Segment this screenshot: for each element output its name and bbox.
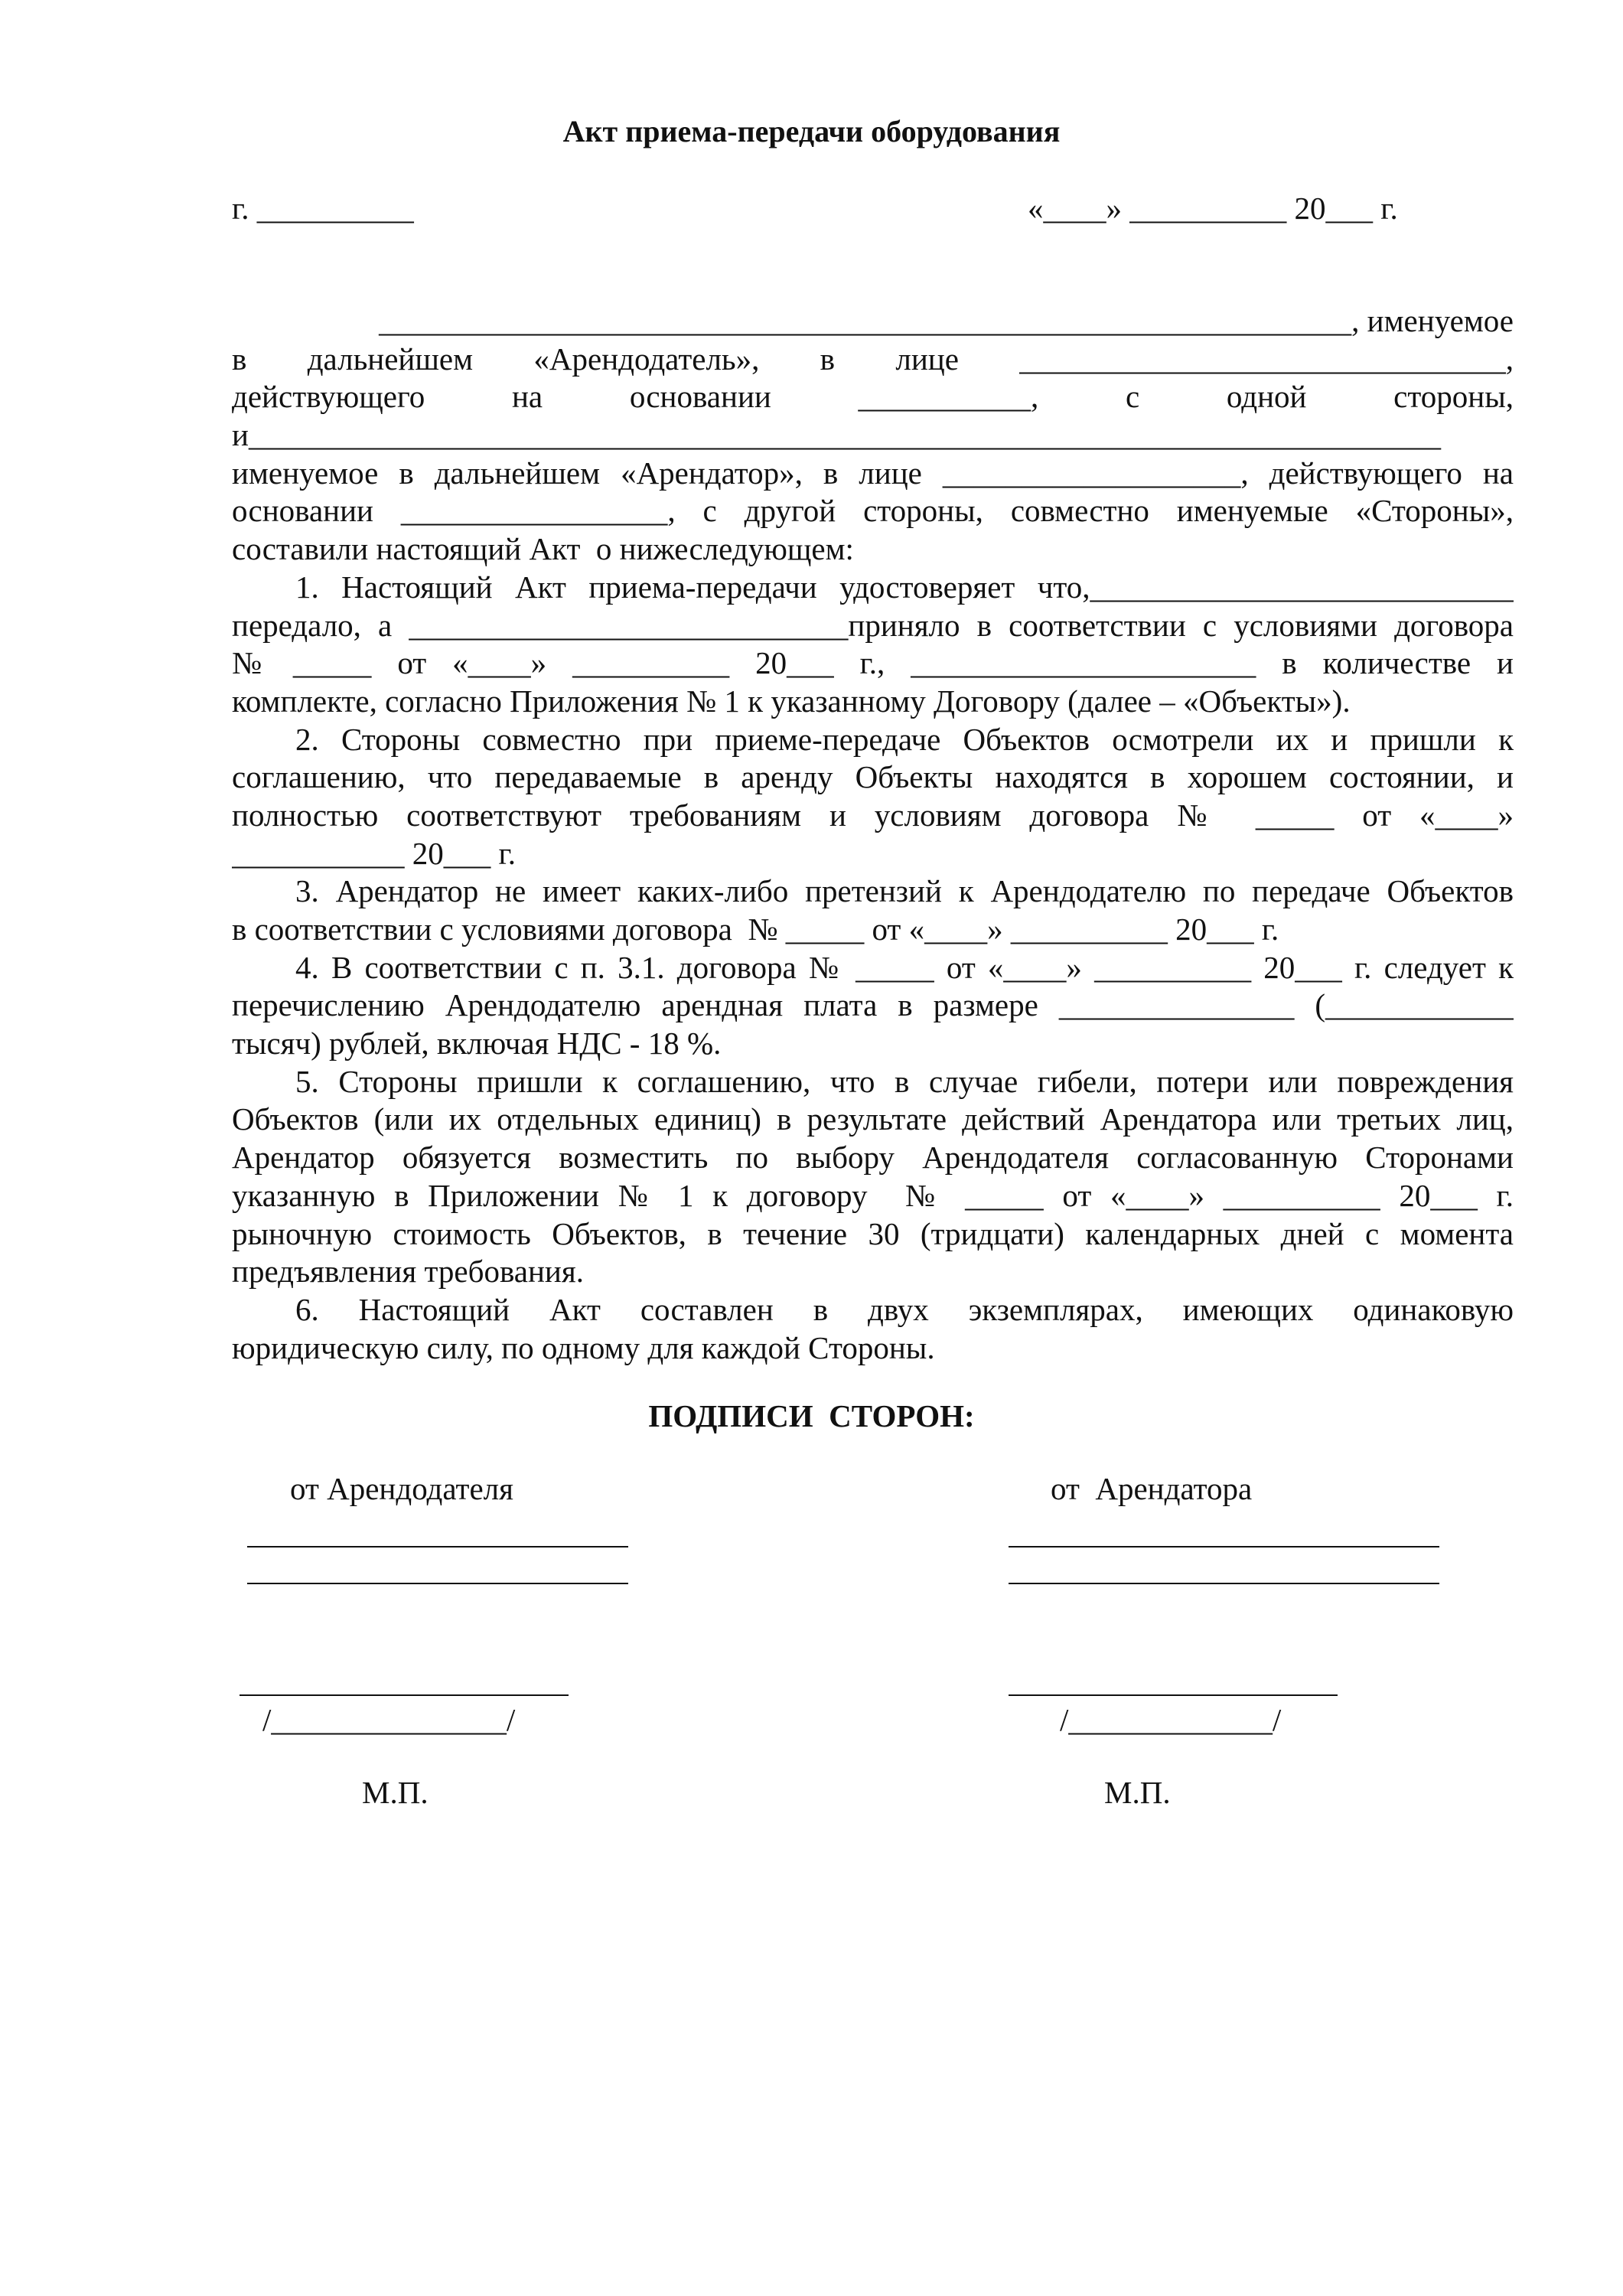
body-line: полностью соответствуют требованиям и условиям договора № _____ от «____» [232, 797, 1514, 833]
document-body [232, 302, 1514, 1367]
body-line: составили настоящий Акт о нижеследующем: [232, 531, 854, 567]
body-line: и____________________________________________________________________________ [232, 417, 1441, 453]
clause-1: 1. Настоящий Акт приема-передачи удостоверяет что,___________________________ [295, 569, 1514, 605]
lessee-seal-mark: М.П. [1104, 1775, 1171, 1810]
body-line: указанную в Приложении № 1 к договору № _____ от «____» __________ 20___ г. [232, 1177, 1514, 1213]
lessor-signature-line [247, 1546, 628, 1548]
body-line: тысяч) рублей, включая НДС - 18 %. [232, 1026, 722, 1062]
body-line: в дальнейшем «Арендодатель», в лице _______________________________, [232, 341, 1514, 377]
clause-5: 5. Стороны пришли к соглашению, что в случае гибели, потери или повреждения [295, 1063, 1514, 1099]
lessee-label: от Арендатора [1051, 1471, 1253, 1506]
body-line: комплекте, согласно Приложения № 1 к указанному Договору (далее – «Объекты»). [232, 683, 1351, 719]
clause-2: 2. Стороны совместно при приеме-передаче Объектов осмотрели их и пришли к [295, 721, 1514, 757]
body-line: Арендатор обязуется возместить по выбору Арендодателя согласованную Сторонами [232, 1140, 1514, 1176]
lessor-seal-mark: М.П. [362, 1775, 429, 1810]
lessor-name-field: /_______________/ [262, 1702, 516, 1737]
document-title: Акт приема-передачи оборудования [562, 114, 1061, 148]
clause-3: 3. Арендатор не имеет каких-либо претензий к Арендодателю по передаче Объектов [295, 873, 1514, 909]
body-line: в соответствии с условиями договора № _____ от «____» __________ 20___ г. [232, 912, 1279, 947]
body-line: предъявления требования. [232, 1254, 584, 1290]
body-line: именуемое в дальнейшем «Арендатор», в лице ___________________, действующего на [232, 455, 1514, 491]
lessee-name-field: /_____________/ [1060, 1702, 1282, 1737]
body-line: ___________ 20___ г. [232, 835, 516, 871]
body-line: ______________________________________________________________, именуемое [379, 303, 1514, 338]
body-line: передало, а ____________________________приняло в соответствии с условиями договора [232, 607, 1514, 643]
lessee-signature-line [1009, 1546, 1439, 1548]
body-line: перечислению Арендодателю арендная плата в размере _______________ (____________ [232, 987, 1514, 1023]
lessee-signature-line [1009, 1694, 1338, 1696]
body-line: основании _________________, с другой стороны, совместно именуемые «Стороны», [232, 493, 1514, 529]
body-line: № _____ от «____» __________ 20___ г., ______________________ в количестве и [232, 645, 1514, 681]
body-line: рыночную стоимость Объектов, в течение 30 (тридцати) календарных дней с момента [232, 1215, 1514, 1251]
body-line: юридическую силу, по одному для каждой Стороны. [232, 1329, 935, 1365]
clause-4: 4. В соответствии с п. 3.1. договора № _____ от «____» __________ 20___ г. следует к [295, 949, 1514, 985]
body-line: Объектов (или их отдельных единиц) в результате действий Арендатора или третьих лиц, [232, 1101, 1514, 1137]
body-line: соглашению, что передаваемые в аренду Объекты находятся в хорошем состоянии, и [232, 759, 1514, 795]
lessor-signature-line [240, 1694, 569, 1696]
city-field: г. __________ [232, 191, 414, 226]
signatures-heading: ПОДПИСИ СТОРОН: [648, 1398, 975, 1433]
lessee-signature-line [1009, 1583, 1439, 1584]
lessor-label: от Арендодателя [290, 1471, 513, 1506]
date-field: «____» __________ 20___ г. [1028, 191, 1398, 226]
lessor-signature-line [247, 1583, 628, 1584]
clause-6: 6. Настоящий Акт составлен в двух экземплярах, имеющих одинаковую [295, 1291, 1514, 1327]
body-line: действующего на основании ___________, с одной стороны, [232, 379, 1514, 415]
